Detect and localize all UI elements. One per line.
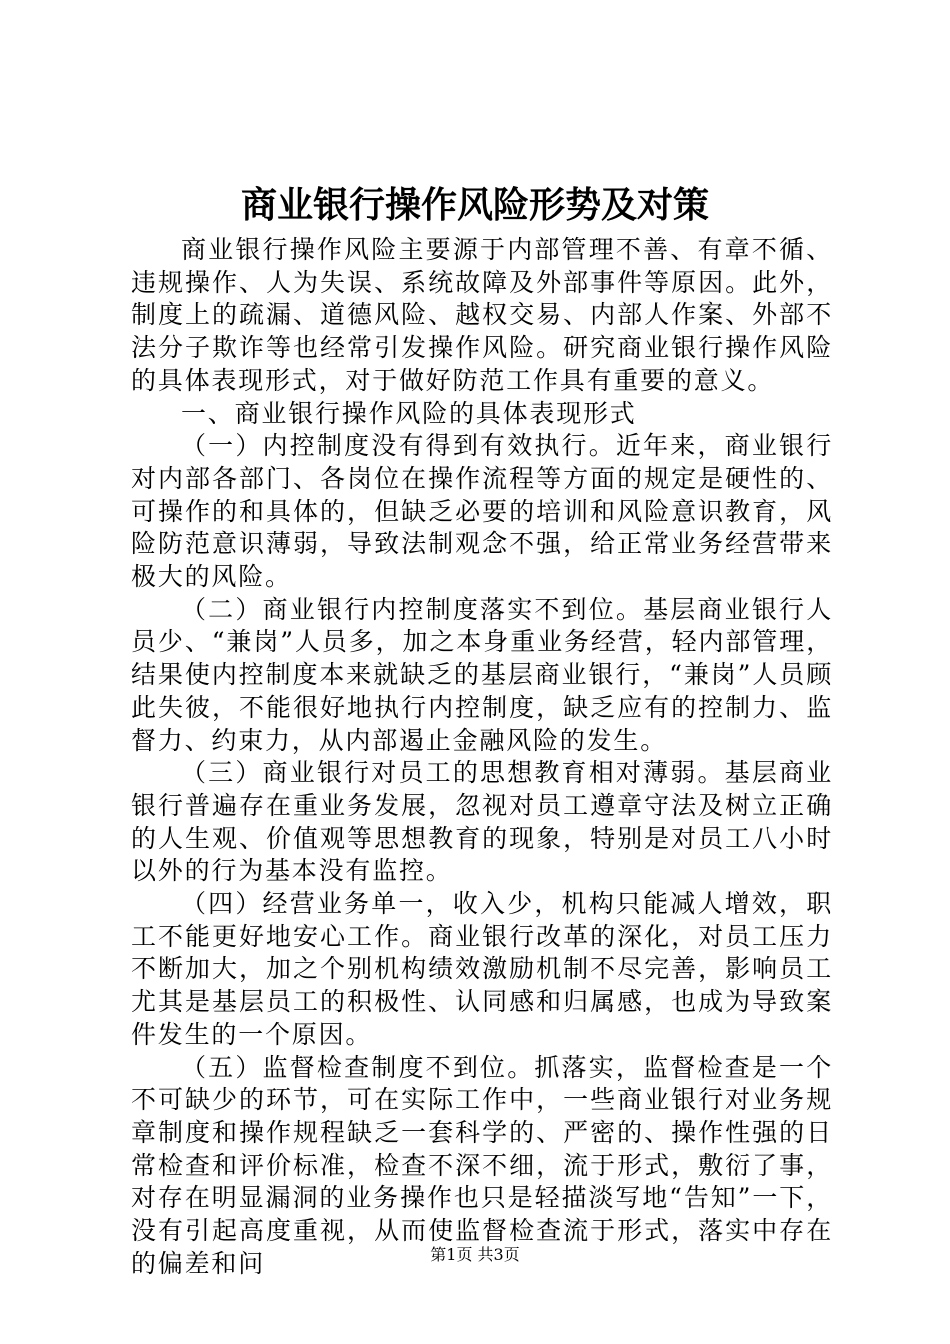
section-heading: 一、商业银行操作风险的具体表现形式 [181, 398, 637, 428]
paragraph-point-5: （五）监督检查制度不到位。抓落实，监督检查是一个不可缺少的环节，可在实际工作中，一些商业银行对业务规章制度和操作规程缺乏一套科学的、严密的、操作性强的日常检查和评价标准，检查不深不细，流于形式，敷衍了事，对存在明显漏洞的业务操作也只是轻描淡写地“告知”一下，没有引起高度重视，从而使监督检查流于形式，落实中存在的偏差和问 [131, 1052, 833, 1278]
paragraph-point-2: （二）商业银行内控制度落实不到位。基层商业银行人员少、“兼岗”人员多，加之本身重业务经营，轻内部管理，结果使内控制度本来就缺乏的基层商业银行，“兼岗”人员顾此失彼，不能很好地执行内控制度，缺乏应有的控制力、监督力、约束力，从内部遏止金融风险的发生。 [131, 594, 833, 755]
paragraph-intro: 商业银行操作风险主要源于内部管理不善、有章不循、违规操作、人为失误、系统故障及外部事件等原因。此外，制度上的疏漏、道德风险、越权交易、内部人作案、外部不法分子欺诈等也经常引发操作风险。研究商业银行操作风险的具体表现形式，对于做好防范工作具有重要的意义。 [131, 235, 833, 395]
paragraph-point-3: （三）商业银行对员工的思想教育相对薄弱。基层商业银行普遍存在重业务发展，忽视对员工遵章守法及树立正确的人生观、价值观等思想教育的现象，特别是对员工八小时以外的行为基本没有监控。 [131, 758, 833, 886]
document-body [131, 234, 833, 1281]
document-title: 商业银行操作风险形势及对策 [240, 185, 709, 226]
paragraph-point-1: （一）内控制度没有得到有效执行。近年来，商业银行对内部各部门、各岗位在操作流程等方面的规定是硬性的、可操作的和具体的，但缺乏必要的培训和风险意识教育，风险防范意识薄弱，导致法制观念不强，给正常业务经营带来极大的风险。 [131, 431, 833, 592]
page-footer: 第1页 共3页 [430, 1245, 520, 1264]
paragraph-point-4: （四）经营业务单一，收入少，机构只能减人增效，职工不能更好地安心工作。商业银行改革的深化，对员工压力不断加大，加之个别机构绩效激励机制不尽完善，影响员工尤其是基层员工的积极性、认同感和归属感，也成为导致案件发生的一个原因。 [131, 889, 833, 1049]
